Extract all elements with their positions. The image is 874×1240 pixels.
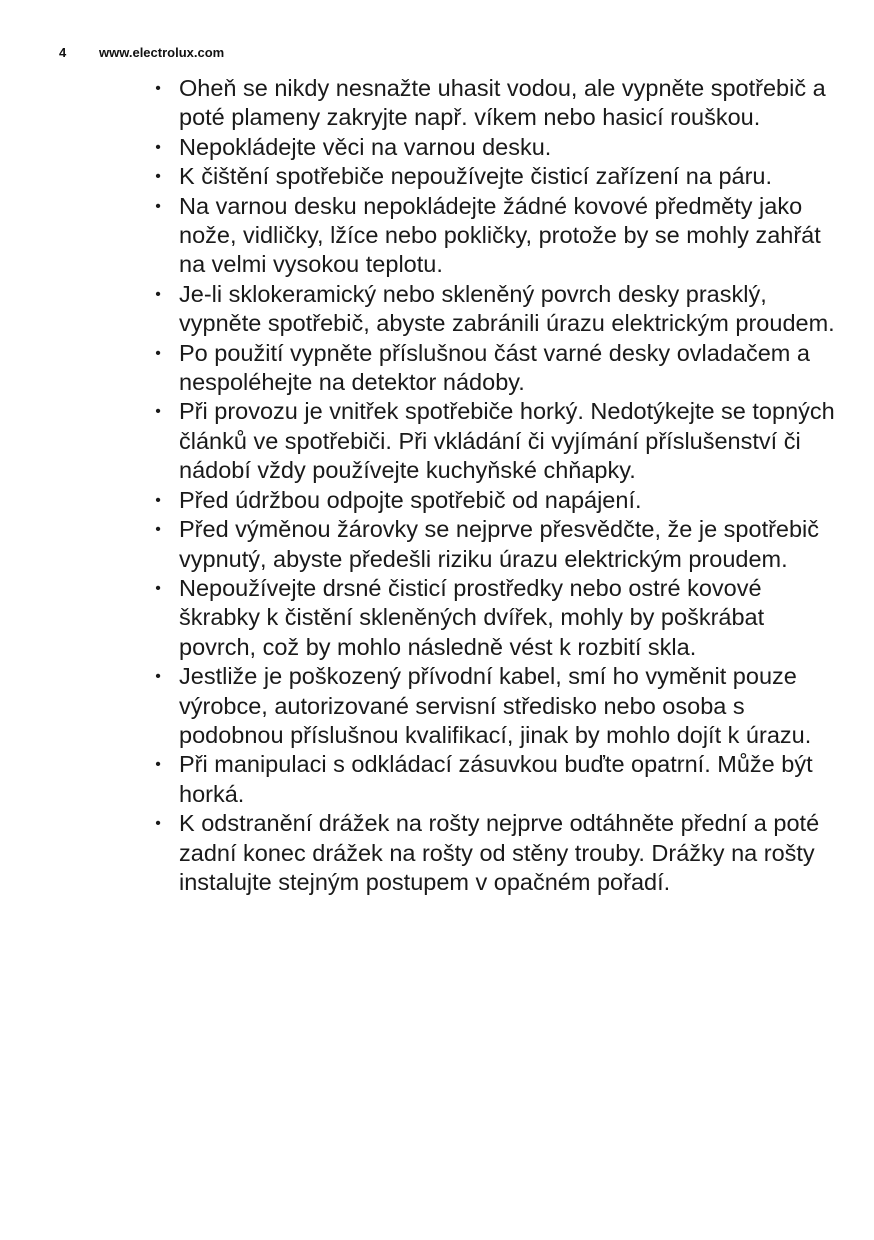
- list-item: [152, 280, 842, 339]
- list-item-text: Jestliže je poškozený přívodní kabel, smí ho vyměnit pouze výrobce, autorizované servisní středisko nebo osoba s podobnou příslušnou kvalifikací, jinak by mohlo dojít k úrazu.: [179, 663, 812, 748]
- list-item: [152, 162, 842, 191]
- list-item-text: Po použití vypněte příslušnou část varné desky ovladačem a nespoléhejte na detektor nádoby.: [179, 339, 810, 396]
- bullet-icon: •: [155, 491, 161, 509]
- bullet-icon: •: [155, 756, 161, 774]
- list-item-text: Na varnou desku nepokládejte žádné kovové předměty jako nože, vidličky, lžíce nebo pokličky, protože by se mohly zahřát na velmi vysokou teplotu.: [179, 192, 821, 278]
- list-item-text: K čištění spotřebiče nepoužívejte čisticí zařízení na páru.: [179, 163, 773, 190]
- safety-instructions: [152, 74, 842, 897]
- list-item-text: Nepokládejte věci na varnou desku.: [179, 133, 552, 160]
- bullet-icon: •: [155, 168, 161, 186]
- bullet-icon: •: [155, 579, 161, 597]
- bullet-icon: •: [155, 403, 161, 421]
- bullet-icon: •: [155, 80, 161, 97]
- bullet-icon: •: [155, 344, 161, 362]
- page-number: 4: [59, 45, 67, 60]
- list-item-text: K odstranění drážek na rošty nejprve odtáhněte přední a poté zadní konec drážek na rošty od stěny trouby. Drážky na rošty instalujte stejným postupem v opačném pořadí.: [179, 810, 820, 895]
- list-item: [152, 750, 842, 809]
- list-item: [152, 339, 842, 398]
- list-item: [152, 74, 842, 133]
- bullet-icon: •: [155, 285, 161, 303]
- bullet-icon: •: [155, 197, 161, 215]
- page-header: [59, 45, 224, 60]
- list-item-text: Oheň se nikdy nesnažte uhasit vodou, ale vypněte spotřebič a poté plameny zakryjte např. víkem nebo hasicí rouškou.: [179, 75, 826, 131]
- list-item-text: Před výměnou žárovky se nejprve přesvědčte, že je spotřebič vypnutý, abyste předešli riziku úrazu elektrickým proudem.: [179, 516, 820, 572]
- list-item: [152, 192, 842, 280]
- bullet-icon: •: [155, 138, 161, 156]
- website-url: www.electrolux.com: [99, 45, 225, 60]
- bullet-list: [152, 74, 842, 897]
- bullet-icon: •: [155, 815, 161, 833]
- list-item: [152, 574, 842, 662]
- list-item: [152, 662, 842, 750]
- list-item: [152, 133, 842, 162]
- bullet-icon: •: [155, 668, 161, 686]
- list-item-text: Při manipulaci s odkládací zásuvkou buďte opatrní. Může být horká.: [179, 751, 813, 807]
- bullet-icon: •: [155, 521, 161, 539]
- list-item: [152, 809, 842, 897]
- list-item: [152, 515, 842, 574]
- list-item-text: Nepoužívejte drsné čisticí prostředky nebo ostré kovové škrabky k čistění skleněných dvířek, mohly by poškrábat povrch, což by mohlo následně vést k rozbití skla.: [179, 574, 765, 660]
- list-item-text: Při provozu je vnitřek spotřebiče horký. Nedotýkejte se topných článků ve spotřebiči. Při vkládání či vyjímání příslušenství či nádobí vždy používejte kuchyňské chňapky.: [179, 398, 835, 484]
- list-item-text: Je-li sklokeramický nebo skleněný povrch desky prasklý, vypněte spotřebič, abyste zabránili úrazu elektrickým proudem.: [179, 280, 835, 337]
- list-item: [152, 397, 842, 485]
- list-item-text: Před údržbou odpojte spotřebič od napájení.: [179, 486, 642, 513]
- list-item: [152, 486, 842, 515]
